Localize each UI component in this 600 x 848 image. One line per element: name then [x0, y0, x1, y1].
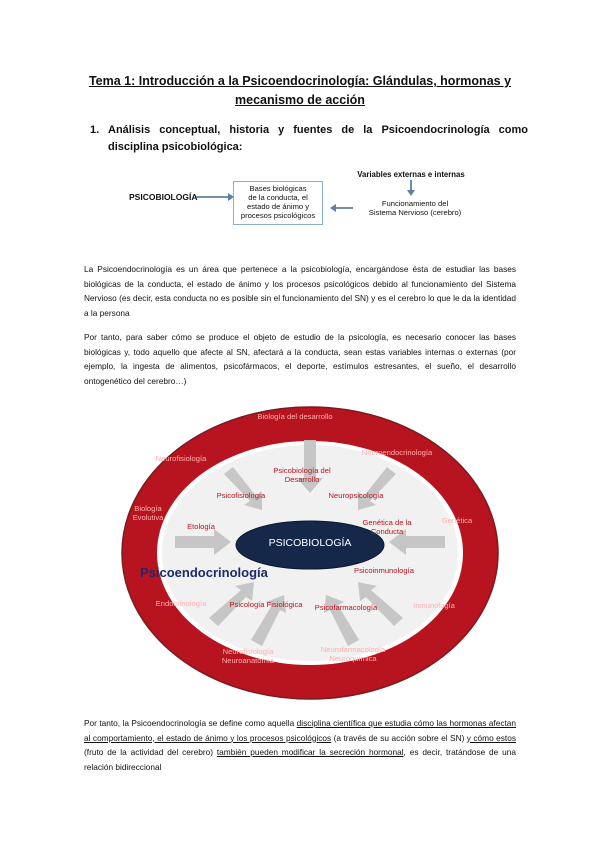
- page-title: Tema 1: Introducción a la Psicoendocrinología: Glándulas, hormonas y mecanismo de acción: [88, 74, 512, 107]
- section-heading: 1. Análisis conceptual, historia y fuentes de la Psicoendocrinología como disciplina psicobiológica:: [90, 124, 528, 153]
- outer-label: Inmunología: [413, 601, 455, 610]
- center-label: PSICOBIOLOGÍA: [268, 537, 352, 549]
- outer-label: Biología Evolutiva: [132, 504, 164, 522]
- outer-label: Neurofisiología Neuroanatomía: [221, 647, 275, 665]
- outer-label: Neurofarmacología Neuroquímica: [320, 645, 386, 663]
- paragraph-1: La Psicoendocrinología es un área que pertenece a la psicobiología, encargándose ésta de estudiar las bases biológicas de la conducta, el estado de ánimo y los procesos psicológicos debido al funcionamiento del Sistema Nervioso (es decir, esta conducta no es posible sin el funcionamiento del SN) y es el cerebro lo que le da la identidad a la persona: [84, 264, 516, 318]
- inner-label: Psicofarmacología: [314, 603, 378, 612]
- bases-biologicas-box: Bases biológicas de la conducta, el estado de ánimo y procesos psicológicos: [233, 181, 323, 225]
- section-number: 1.: [90, 124, 100, 136]
- paragraph-2: Por tanto, para saber cómo se produce el objeto de estudio de la psicología, es necesario conocer las bases biológicas y, todo aquello que afecte al SN, afectará a la conducta, sean estas variables internas o externas (por ejemplo, la ingesta de alimentos, psicofármacos, el deporte, estímulos estresantes, el sueño, el desarrollo ontogenético del cerebro…): [84, 332, 516, 386]
- highlight-label: Psicoendocrinología: [140, 565, 268, 580]
- inner-label: Psicofisiología: [216, 491, 266, 500]
- inner-label: Neuropsicología: [328, 491, 384, 500]
- outer-label: Endocrinología: [155, 599, 207, 608]
- outer-label: Neurofisiología: [155, 454, 207, 463]
- inner-label: Psicoinmunología: [354, 566, 414, 575]
- inner-label: Psicobiología del Desarrollo: [273, 466, 331, 484]
- outer-label: Biología del desarrollo: [257, 412, 333, 421]
- inner-label: Etología: [187, 522, 215, 531]
- variables-label: Variables externas e internas: [357, 170, 465, 179]
- inner-label: Genética de la Conducta: [362, 518, 412, 536]
- diagram-psicobiologia-label: PSICOBIOLOGÍA: [129, 192, 198, 202]
- inner-label: Psicología Fisiológica: [229, 600, 303, 609]
- outer-label: Neuroendocrinología: [361, 448, 433, 457]
- outer-label: Genética: [441, 516, 473, 525]
- paragraph-3: Por tanto, la Psicoendocrinología se define como aquella disciplina científica que estudia cómo las hormonas afectan al comportamiento, el estado de ánimo y los procesos psicológicos (a través de su acción sobre el SN) y cómo estos (fruto de la actividad del cerebro) también pueden modificar la secreción hormonal, es decir, tratándose de una relación bidireccional: [84, 718, 516, 772]
- funcionamiento-label: Funcionamiento del Sistema Nervioso (cerebro): [368, 199, 462, 217]
